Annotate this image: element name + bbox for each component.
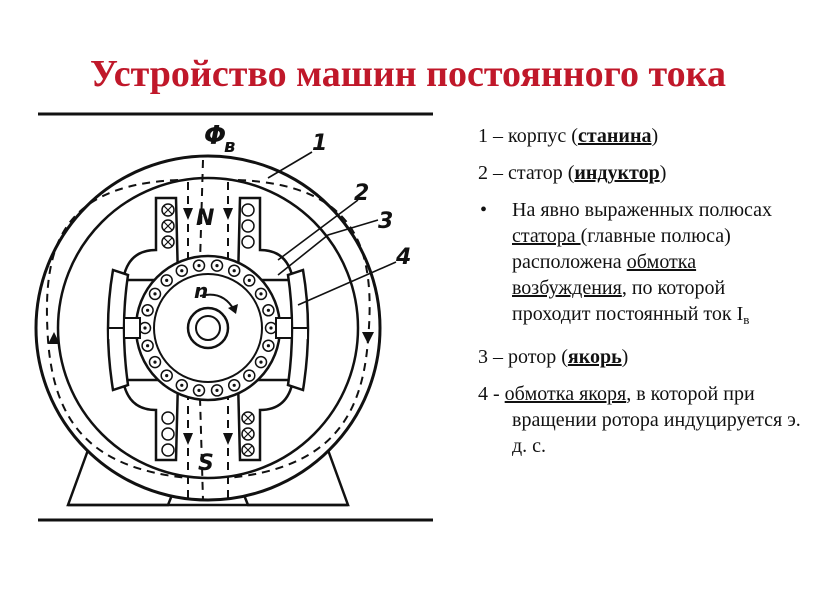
callout-1: 1 — [312, 131, 328, 156]
slide-title: Устройство машин постоянного тока — [90, 53, 726, 95]
flux-label: Φ — [204, 121, 227, 151]
item-rotor: 3 – ротор (якорь) — [478, 346, 629, 368]
current-subscript: в — [743, 312, 750, 327]
term-housing: станина — [577, 125, 652, 147]
item-housing: 1 – корпус (станина) — [478, 125, 659, 147]
rotation-label: n — [194, 279, 209, 303]
item-armature-winding: 4 - обмотка якоря, в которой при вращении ротора индуцируется э. д. с. — [478, 383, 801, 457]
term-field-winding: обмотка возбуждения — [512, 251, 697, 299]
term-stator: индуктор — [574, 162, 660, 184]
bullet-dot: • — [480, 199, 488, 221]
dc-machine-diagram — [28, 100, 448, 540]
callout-2: 2 — [354, 181, 370, 206]
callout-3: 3 — [378, 209, 394, 234]
term-stator-link: статора — [512, 225, 581, 247]
description-text — [478, 123, 808, 470]
flux-subscript: в — [224, 136, 236, 157]
pole-south-label: S — [198, 451, 214, 476]
pole-north-label: N — [196, 206, 215, 231]
term-armature-winding: обмотка якоря — [504, 383, 627, 405]
item-stator: 2 – статор (индуктор) — [478, 162, 667, 184]
callout-4: 4 — [396, 245, 412, 270]
rotor-shaft — [188, 308, 228, 348]
term-rotor: якорь — [567, 346, 622, 368]
bullet-field-winding: • На явно выраженных полюсах статора (главные полюса) расположена обмотка возбуждения, по которой проходит постоянный ток $I_в$ — [480, 199, 773, 327]
